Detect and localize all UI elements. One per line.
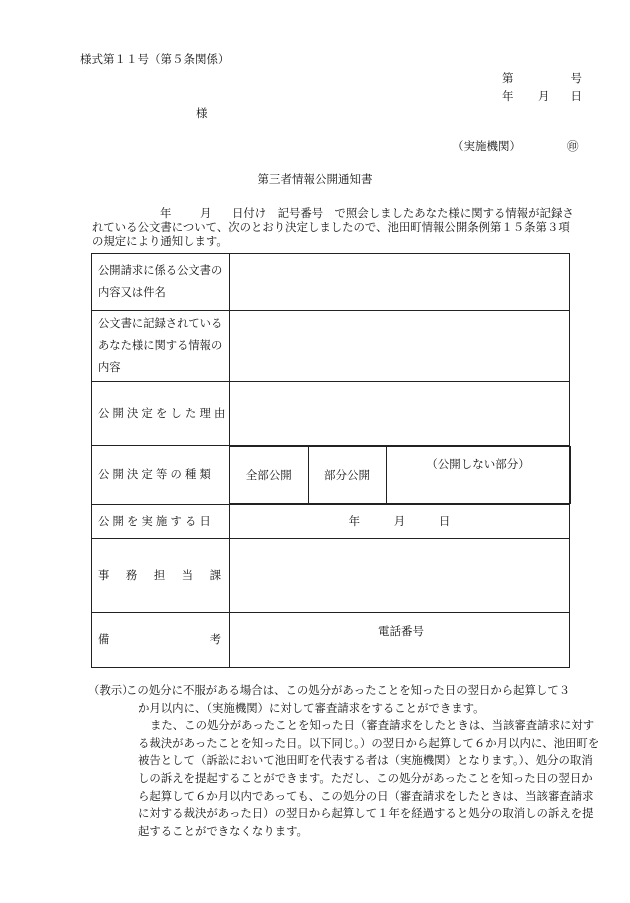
- row-remarks-label: [92, 613, 230, 668]
- intro-line-3: [92, 234, 582, 248]
- notes-line-5: 被告として（訴訟において池田町を代表する者は（実施機関）となります。）、処分の取消: [138, 753, 593, 768]
- intro-year: 年: [160, 206, 172, 220]
- label-char: 事: [98, 568, 110, 582]
- phone-number-label: 電話番号: [378, 623, 424, 638]
- recipient-suffix: 様: [196, 106, 208, 120]
- row-document-title-label: [92, 254, 230, 311]
- decision-type-grid: [230, 446, 571, 504]
- intro-line-2-text: れている公文書について、次のとおり決定しましたので、池田町情報公開条例第１５条第３項: [92, 220, 570, 234]
- decision-reason-field[interactable]: [230, 382, 570, 446]
- notes-line-1: この処分に不服がある場合は、この処分があったことを知った日の翌日から起算して３: [126, 683, 571, 697]
- row-decision-reason: [92, 382, 570, 446]
- notes-line-7: ら起算して６か月以内であっても、この処分の日（審査請求をしたときは、当該審査請求: [138, 788, 594, 803]
- remarks-field[interactable]: [230, 613, 570, 668]
- recorded-info-field[interactable]: [230, 311, 570, 382]
- label-line: あなた様に関する情報の: [98, 339, 223, 352]
- disclosure-date-field[interactable]: [230, 505, 570, 539]
- row-decision-type-label: 公開決定等の種類: [92, 446, 230, 505]
- intro-line-1: [92, 206, 582, 220]
- intro-paragraph: [92, 206, 582, 248]
- intro-month: 月: [200, 206, 212, 220]
- seal-mark: ㊞: [567, 139, 579, 153]
- date-year: 年: [502, 89, 514, 103]
- issuer-name: （実施機関）: [452, 139, 521, 153]
- label-line: 内容: [98, 361, 121, 374]
- notes-line-3: また、この処分があったことを知った日（審査請求をしたときは、当該審査請求に対す: [150, 718, 595, 733]
- intro-line-2: [92, 220, 582, 234]
- notes-line-2: か月以内に、（実施機関）に対して審査請求をすることができます。: [138, 700, 485, 715]
- row-office-in-charge: [92, 539, 570, 613]
- label-char: 当: [181, 568, 194, 582]
- option-full-disclosure[interactable]: 全部公開: [230, 447, 308, 504]
- date-day: 日: [570, 89, 582, 103]
- undisclosed-portion-field[interactable]: （公開しない部分）: [386, 447, 570, 504]
- label-char: 務: [125, 568, 138, 582]
- document-title-field[interactable]: [230, 254, 570, 311]
- instruction-notes: [88, 683, 600, 841]
- disclosure-date-day: 日: [438, 514, 451, 529]
- label-char: 課: [209, 568, 221, 582]
- option-partial-disclosure[interactable]: 部分公開: [308, 447, 386, 504]
- row-disclosure-date-label: 公開を実施する日: [92, 505, 230, 539]
- row-decision-type: [92, 446, 570, 505]
- label-line: 内容又は件名: [98, 286, 166, 299]
- notes-label: （教示）: [88, 683, 134, 697]
- decision-type-options: [230, 446, 570, 505]
- row-document-title: [92, 254, 570, 311]
- document-number-prefix: 第: [502, 71, 514, 85]
- notes-line-8: に対する裁決があった日）の翌日から起算して１年を経過すると処分の取消しの訴えを提: [138, 806, 594, 821]
- label-char: 担: [153, 568, 166, 582]
- row-disclosure-date: [92, 505, 570, 539]
- row-recorded-info-label: [92, 311, 230, 382]
- date-month: 月: [538, 89, 550, 103]
- document-title: 第三者情報公開通知書: [257, 172, 373, 186]
- notes-line-4: る裁決があったことを知った日。以下同じ。）の翌日から起算して６か月以内に、池田町を: [138, 735, 600, 750]
- intro-day-ref: 日付け 記号番号 で照会しましたあなた様に関する情報が記録さ: [232, 206, 574, 220]
- row-recorded-info: [92, 311, 570, 382]
- label-line: 公文書に記録されている: [98, 317, 223, 330]
- row-office-in-charge-label: [92, 539, 230, 613]
- label-line: 公開請求に係る公文書の: [98, 264, 223, 277]
- label-char: 考: [209, 633, 221, 646]
- intro-line-3-text: の規定により通知します。: [92, 234, 228, 248]
- row-decision-reason-label: 公開決定をした理由: [92, 382, 230, 446]
- label-char: 備: [98, 633, 110, 646]
- document-number-suffix: 号: [570, 71, 582, 85]
- notes-line-9: 起することができなくなります。: [138, 823, 308, 838]
- form-number: 様式第１１号（第５条関係）: [80, 52, 230, 66]
- notes-line-6: しの訴えを提起することができます。ただし、この処分があったことを知った日の翌日か: [138, 770, 593, 785]
- notice-table: [91, 253, 570, 668]
- disclosure-date-month: 月: [393, 514, 406, 529]
- row-remarks: [92, 613, 570, 668]
- disclosure-date-year: 年: [348, 514, 361, 529]
- office-in-charge-field[interactable]: [230, 539, 570, 638]
